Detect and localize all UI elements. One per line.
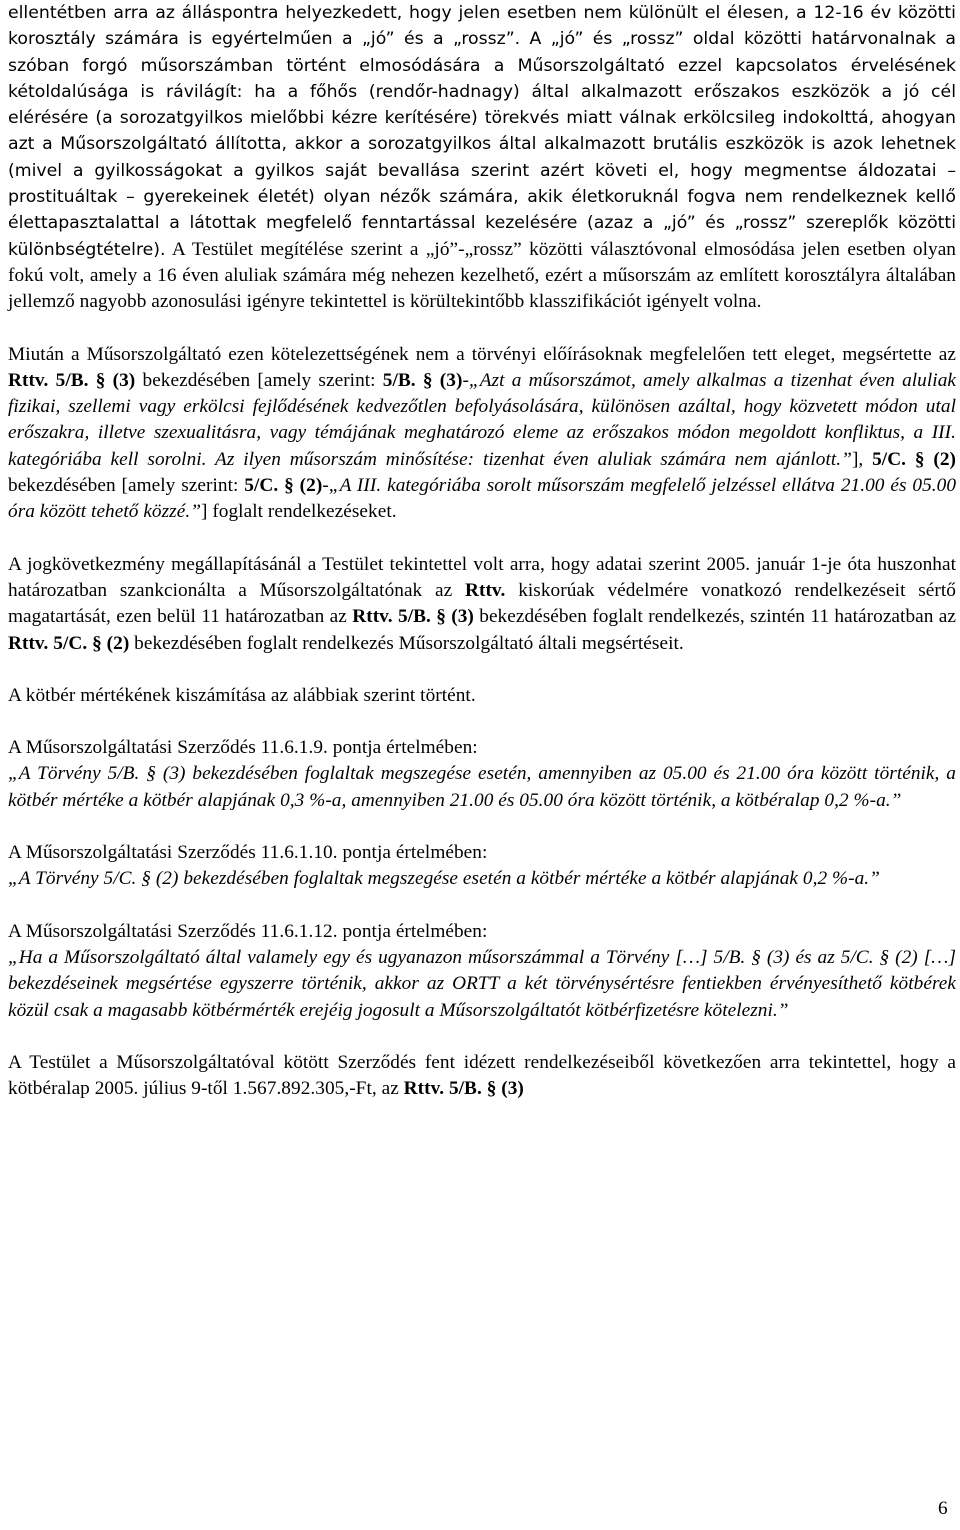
paragraph-penalty-base — [8, 1050, 956, 1103]
consequence-text: kiskorúak védelmére vonatkozó rendelkezéseit sértő magatartását, ezen belül 11 határozatban az — [8, 579, 956, 628]
violation-text: - — [462, 369, 469, 391]
paragraph-penalty-calculation: A kötbér mértékének kiszámítása az alábbiak szerint történt. — [8, 684, 476, 706]
law-quote: „Azt a műsorszámot, amely alkalmas a tizenhat éven aluliak fizikai, szellemi vagy erkölcsi fejlődésének kedvezőtlen befolyásolására, különösen azáltal, hogy közvetett módon utal erőszakra, illetve szexualitásra, vagy témájának meghatározó eleme az erőszakos módon megoldott konfliktus, a III. kategóriába kell sorolni. Az ilyen műsorszám minősítése: tizenhat éven aluliak számára nem ajánlott.” — [8, 369, 956, 470]
paragraph-consequence — [8, 552, 956, 657]
violation-text: - — [322, 475, 329, 497]
paragraph-contract-11-6-1-9-quote: „A Törvény 5/B. § (3) bekezdésében foglaltak megszegése esetén, amennyiben az 05.00 és 21.00 óra között történik, a kötbér mértéke a kötbér alapjának 0,3 %-a, amennyiben 21.00 és 05.00 óra között történik, a kötbéralap 0,2 %-a.” — [8, 763, 956, 811]
violation-text: bekezdésében [amely szerint: — [135, 369, 383, 391]
paragraph-rating-argument — [8, 0, 956, 316]
violation-text: ], — [851, 448, 873, 470]
paragraph-rating-argument-text: ellentétben arra az álláspontra helyezkedett, hogy jelen esetben nem különült el élesen, a 12-16 év közötti korosztály számára is egyértelműen a „jó” és a „rossz”. A „jó” és „rossz” oldal közötti határvonalnak a szóban forgó műsorszámban történt elmosódására a Műsorszolgáltató ezzel kapcsolatos érvelésének kétoldalúsága is rávilágít: ha a főhős (rendőr-hadnagy) által alkalmazott erőszakos eszközök a jó cél elérésére (a sorozatgyilkos mielőbbi kézre kerítésére) törekvés miatt válnak erkölcsileg indokolttá, ahogyan azt a Műsorszolgáltató állította, akkor a sorozatgyilkos által alkalmazott brutális eszközök is azok lehetnek (mivel a gyilkosságokat a gyilkos saját bevallása szerint azért követi el, hogy megmentse áldozatai – prostituáltak – gyerekeinek életét) olyan nézők számára, akik életkoruknál fogva nem rendelkeznek kellő élettapasztalattal a látottak megfelelő fenntartással kezelésére (azaz a „jó” és „rossz” szereplők közötti különbségtételre). — [8, 3, 956, 260]
paragraph-violation — [8, 342, 956, 526]
paragraph-contract-11-6-1-10-ref: A Műsorszolgáltatási Szerződés 11.6.1.10. pontja értelmében: — [8, 842, 488, 864]
violation-text: Miután a Műsorszolgáltató ezen kötelezettségének nem a törvényi előírásoknak megfelelően tett eleget, megsértette az — [8, 343, 956, 365]
consequence-text: bekezdésében foglalt rendelkezés Műsorszolgáltató általi megsértéseit. — [129, 632, 684, 654]
paragraph-contract-11-6-1-12-ref: A Műsorszolgáltatási Szerződés 11.6.1.12. pontja értelmében: — [8, 920, 488, 942]
violation-text: ] foglalt rendelkezéseket. — [200, 501, 397, 523]
law-reference: 5/B. § (3) — [382, 369, 463, 391]
document-page — [8, 0, 956, 1102]
law-reference: 5/C. § (2) — [244, 475, 323, 497]
penalty-base-text: A Testület a Műsorszolgáltatóval kötött Szerződés fent idézett rendelkezéseiből következően arra tekintettel, hogy a kötbéralap 2005. július 9-től 1.567.892.305,-Ft, az — [8, 1051, 956, 1100]
consequence-text: A jogkövetkezmény megállapításánál a Testület tekintettel volt arra, hogy adatai szerint 2005. január 1-je óta huszonhat határozatban szankcionálta a Műsorszolgáltatónak az — [8, 553, 956, 601]
consequence-text: bekezdésében foglalt rendelkezés, szintén 11 határozatban az — [473, 606, 956, 628]
violation-text: bekezdésében [amely szerint: — [8, 475, 245, 497]
law-quote: „A III. kategóriába sorolt műsorszám megfelelő jelzéssel ellátva 21.00 és 05.00 óra között tehető közzé.” — [8, 475, 957, 523]
paragraph-contract-11-6-1-10-quote: „A Törvény 5/C. § (2) bekezdésében foglaltak megszegése esetén a kötbér mértéke a kötbér alapjának 0,2 %-a.” — [8, 868, 880, 890]
paragraph-contract-11-6-1-12-quote: „Ha a Műsorszolgáltató által valamely egy és ugyanazon műsorszámmal a Törvény […] 5/B. § (3) és az 5/C. § (2) […] bekezdéseinek megsértése egyszerre történik, akkor az ORTT a két törvénysértésre fentiekben érvényesíthető kötbérek közül csak a magasabb kötbérmérték erejéig jogosult a Műsorszolgáltatót kötbérfizetésre kötelezni.” — [8, 946, 956, 1021]
paragraph-contract-11-6-1-9-ref: A Műsorszolgáltatási Szerződés 11.6.1.9. pontja értelmében: — [8, 737, 478, 759]
law-reference: Rttv. 5/B. § (3) — [352, 606, 474, 628]
law-reference: Rttv. 5/C. § (2) — [8, 632, 130, 654]
law-reference: 5/C. § (2) — [872, 448, 956, 470]
law-reference: Rttv. 5/B. § (3) — [403, 1078, 524, 1100]
law-reference: Rttv. — [465, 579, 506, 601]
page-number: 6 — [938, 1498, 948, 1519]
law-reference: Rttv. 5/B. § (3) — [8, 369, 136, 391]
paragraph-rating-conclusion-text: A Testület megítélése szerint a „jó”-„rossz” közötti választóvonal elmosódása jelen esetben olyan fokú volt, amely a 16 éven aluliak számára még nehezen kezelhető, ezért a műsorszám az említett korosztályra általában jellemző nagyobb azonosulási igényre tekintettel is körültekintőbb klasszifikációt igényelt volna. — [8, 238, 956, 313]
